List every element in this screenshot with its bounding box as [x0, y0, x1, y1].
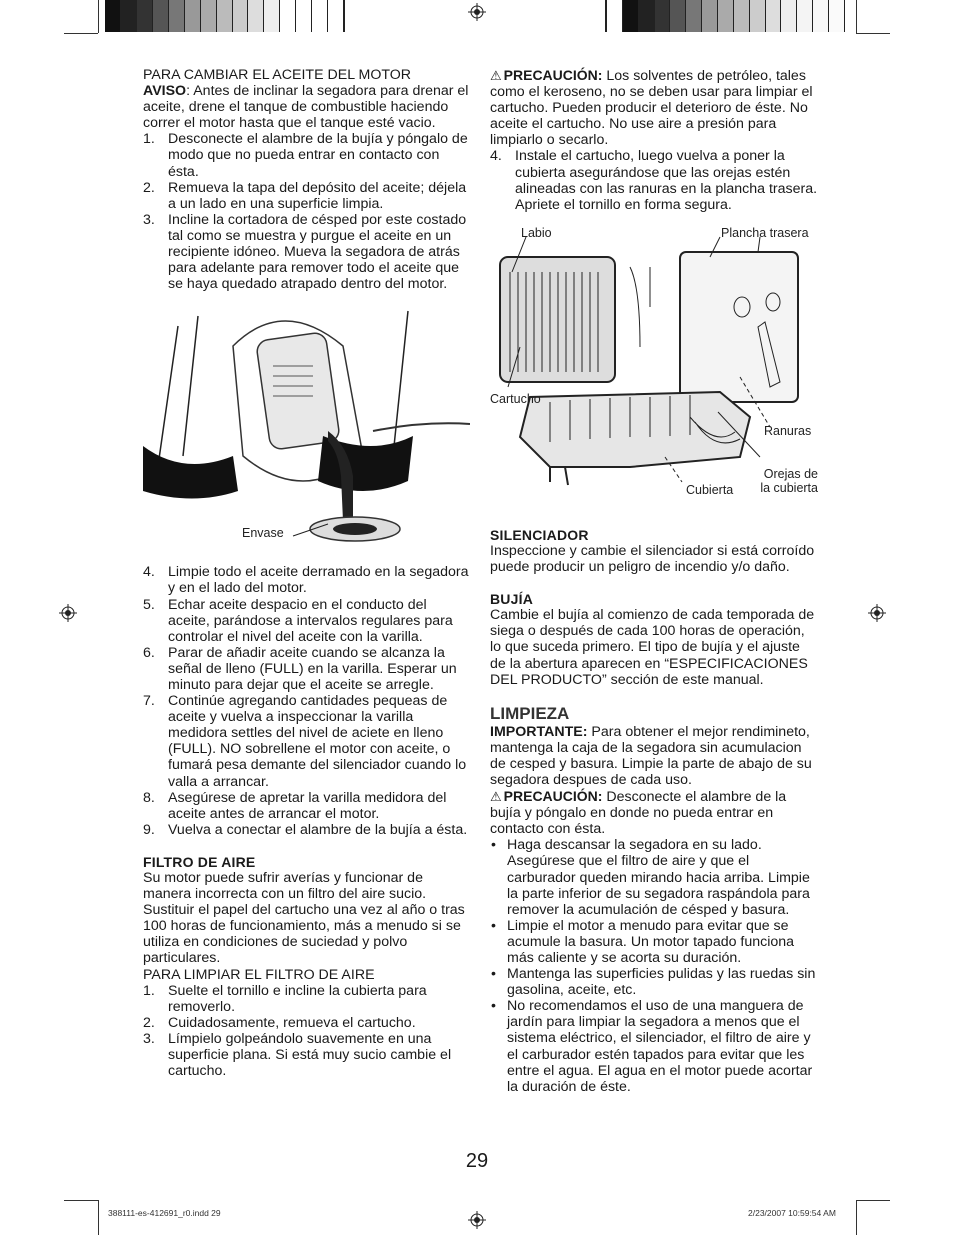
step-text: Asegúrese de apretar la varilla medidora del aceite antes de arrancar el motor.: [168, 789, 447, 822]
list-item: [143, 645, 470, 693]
step-text: Vuelva a conectar el alambre de la bujía a ésta.: [168, 821, 468, 838]
air-filter-figure: [490, 227, 818, 527]
registration-target-icon: [868, 604, 886, 622]
warning-icon: ⚠: [490, 789, 502, 805]
list-item: [143, 822, 470, 838]
crop-mark: [64, 33, 98, 34]
aviso-text: : Antes de inclinar la segadora para drenar el aceite, drene el tanque de combustible haciendo correr el motor hasta que el tanque esté vacio.: [143, 83, 469, 132]
step-text: Límpielo golpeándolo suavemente en una superficie plana. Si está muy sucio cambie el cartucho.: [168, 1030, 452, 1080]
crop-mark: [98, 0, 99, 33]
registration-bar-left: [105, 0, 345, 32]
list-item: • Mantenga las superficies pulidas y las ruedas sin gasolina, aceite, etc.: [490, 966, 818, 998]
filter-steps: [143, 983, 470, 1080]
list-item: [143, 131, 470, 179]
list-item: [143, 597, 470, 645]
list-item: [143, 180, 470, 212]
plancha-label: Plancha trasera: [721, 225, 809, 240]
list-item: [143, 1031, 470, 1079]
footer-file: 388111-es-412691_r0.indd 29: [108, 1208, 221, 1218]
registration-bar-right: [605, 0, 845, 32]
step-number: 2.: [143, 1014, 155, 1031]
oil-change-heading: PARA CAMBIAR EL ACEITE DEL MOTOR: [143, 67, 412, 83]
precaucion2-text: Desconecte el alambre de la bujía y póngalo en donde no pueda entrar en contacto con ésta.: [490, 789, 787, 838]
crop-mark: [64, 1200, 98, 1201]
step-text: Suelte el tornillo e incline la cubierta para removerlo.: [168, 982, 427, 1015]
aviso-paragraph: [143, 83, 470, 131]
step-number: 9.: [143, 821, 155, 838]
bujia-text: Cambie el bujía al comienzo de cada temporada de siega o después de cada 100 horas de operación, lo que suceda primero. El tipo de bujía y el ajuste de la abertura aparecen en “ESPECIFICACIONES DEL PRODUCTO” sección de este manual.: [490, 607, 815, 688]
orejas-label: Orejas de la cubierta: [760, 466, 818, 495]
oil-drain-figure: [143, 306, 470, 556]
list-item: [143, 564, 470, 596]
importante-label: IMPORTANTE:: [490, 723, 588, 740]
filtro-text: Su motor puede sufrir averías y funcionar de manera incorrecta con un filtro del aire sucio. Sustituir el papel del cartucho una vez al año o tras 100 horas de funcionamiento, más a menudo si se utiliza en condiciones de suciedad y polvo particulares.: [143, 870, 465, 967]
precaucion-label: PRECAUCIÓN:: [503, 67, 603, 83]
precaucion2-label: PRECAUCIÓN:: [503, 788, 603, 805]
bujia-heading: BUJÍA: [490, 591, 534, 608]
mower-oil-drain-illustration: [143, 306, 470, 556]
crop-mark: [98, 1200, 99, 1235]
list-item: • Haga descansar la segadora en su lado. Asegúrese que el filtro de aire y que el carburador queden mirando hacia arriba. Limpie la parte inferior de su segadora raspándola para remover la acumulación de césped y basura.: [490, 837, 818, 917]
step-text: Desconecte el alambre de la bujía y póngalo de modo que no pueda entrar en contacto con ésta.: [168, 131, 468, 180]
list-item: [143, 693, 470, 790]
step-text: Continúe agregando cantidades pequeas de aceite y vuelva a inspeccionar la varilla medidora settles del nivel de aciete en lleno (FULL). NO sobrellene el motor con aceite, o fumará pesa demante del silenciador cuando lo valla a arrancar.: [168, 693, 467, 790]
crop-mark: [856, 1200, 857, 1235]
importante-text: Para obtener el mejor rendimineto, mantenga la caja de la segadora sin acumulacion de cesped y basura. Limpie la parte de abajo de su segadora despues de cada uso.: [490, 723, 812, 788]
precaucion2-paragraph: [490, 788, 818, 837]
cubierta-label: Cubierta: [686, 482, 734, 497]
silenciador-text: Inspeccione y cambie el silenciador si está corroído puede producir un peligro de incendio y/o daño.: [490, 542, 815, 576]
cartucho-label: Cartucho: [490, 391, 541, 406]
list-item: • No recomendamos el uso de una manguera de jardín para limpiar la segadora a menos que el sistema eléctrico, el silenciador, el filtro de aire y el carburador estén tapados para evitar que les entre el agua. El agua en el motor puede acortar la duración de éste.: [490, 998, 818, 1095]
step-text: Incline la cortadora de césped por este costado tal como se muestra y purgue el aceite en un recipiente idóneo. Mueva la segadora de atrás para adelante para remover todo el aceite que se haya quedado atrapado dentro del motor.: [168, 211, 467, 293]
step-number: 2.: [143, 179, 155, 196]
filter-step-4: [490, 148, 818, 212]
cleaning-bullets: [490, 837, 818, 1095]
importante-paragraph: [490, 724, 818, 788]
step-number: 1.: [143, 982, 155, 999]
precaucion-paragraph: [490, 67, 818, 148]
step-number: 7.: [143, 693, 155, 710]
labio-label: Labio: [521, 225, 552, 240]
ranuras-label: Ranuras: [764, 423, 812, 438]
registration-target-icon: [468, 3, 486, 21]
filtro-subheading: PARA LIMPIAR EL FILTRO DE AIRE: [143, 966, 375, 983]
list-item: [143, 1015, 470, 1031]
list-item: [143, 790, 470, 822]
silenciador-heading: SILENCIADOR: [490, 526, 589, 543]
crop-mark: [856, 33, 890, 34]
step-number: 4.: [143, 564, 155, 581]
step-number: 3.: [143, 211, 155, 228]
aviso-label: AVISO: [143, 83, 187, 100]
page-number: 29: [465, 1150, 489, 1172]
right-column: [490, 67, 818, 1095]
step-number: 6.: [143, 644, 155, 661]
step-number: 8.: [143, 789, 155, 806]
crop-mark: [856, 1200, 890, 1201]
crop-mark: [856, 0, 857, 33]
list-item: [143, 983, 470, 1015]
list-item: • Limpie el motor a menudo para evitar que se acumule la basura. Un motor tapado funciona más caliente y se acorta su duración.: [490, 918, 818, 966]
oil-steps-a: [143, 131, 470, 292]
filtro-heading: FILTRO DE AIRE: [143, 853, 256, 870]
envase-label: Envase: [242, 526, 284, 541]
step-number: 1.: [143, 131, 155, 148]
registration-target-icon: [59, 604, 77, 622]
oil-steps-b: [143, 564, 470, 838]
step-text: Remueva la tapa del depósito del aceite; déjela a un lado en una superficie limpia.: [168, 179, 467, 212]
warning-icon: ⚠: [490, 68, 502, 83]
list-item: [490, 148, 818, 212]
registration-target-icon: [468, 1211, 486, 1229]
list-item: [143, 212, 470, 292]
step-text: Instale el cartucho, luego vuelva a poner la cubierta asegurándose que las orejas estén alineadas con las ranuras en la plancha trasera. Apriete el tornillo en forma segura.: [515, 148, 818, 213]
step-text: Limpie todo el aceite derramado en la segadora y en el lado del motor.: [168, 564, 469, 597]
step-number: 4.: [490, 148, 502, 165]
step-number: 3.: [143, 1030, 155, 1047]
step-text: Echar aceite despacio en el conducto del aceite, parándose a intervalos regulares para controlar el nivel del aceite con la varilla.: [168, 596, 453, 645]
step-text: Cuidadosamente, remueva el cartucho.: [168, 1014, 416, 1031]
step-number: 5.: [143, 596, 155, 613]
left-column: [143, 67, 470, 1079]
limpieza-heading: LIMPIEZA: [490, 703, 570, 723]
footer-timestamp: 2/23/2007 10:59:54 AM: [748, 1208, 836, 1218]
precaucion-text: Los solventes de petróleo, tales como el keroseno, no se deben usar para limpiar el cartucho. Pueden producir el deterioro de éste. No aceite el cartucho. No use aire a presión para limpiarlo o secarlo.: [490, 68, 813, 149]
step-text: Parar de añadir aceite cuando se alcanza la señal de lleno (FULL) en la varilla. Esperar un minuto para dejar que el aceite se arregle.: [168, 644, 457, 693]
